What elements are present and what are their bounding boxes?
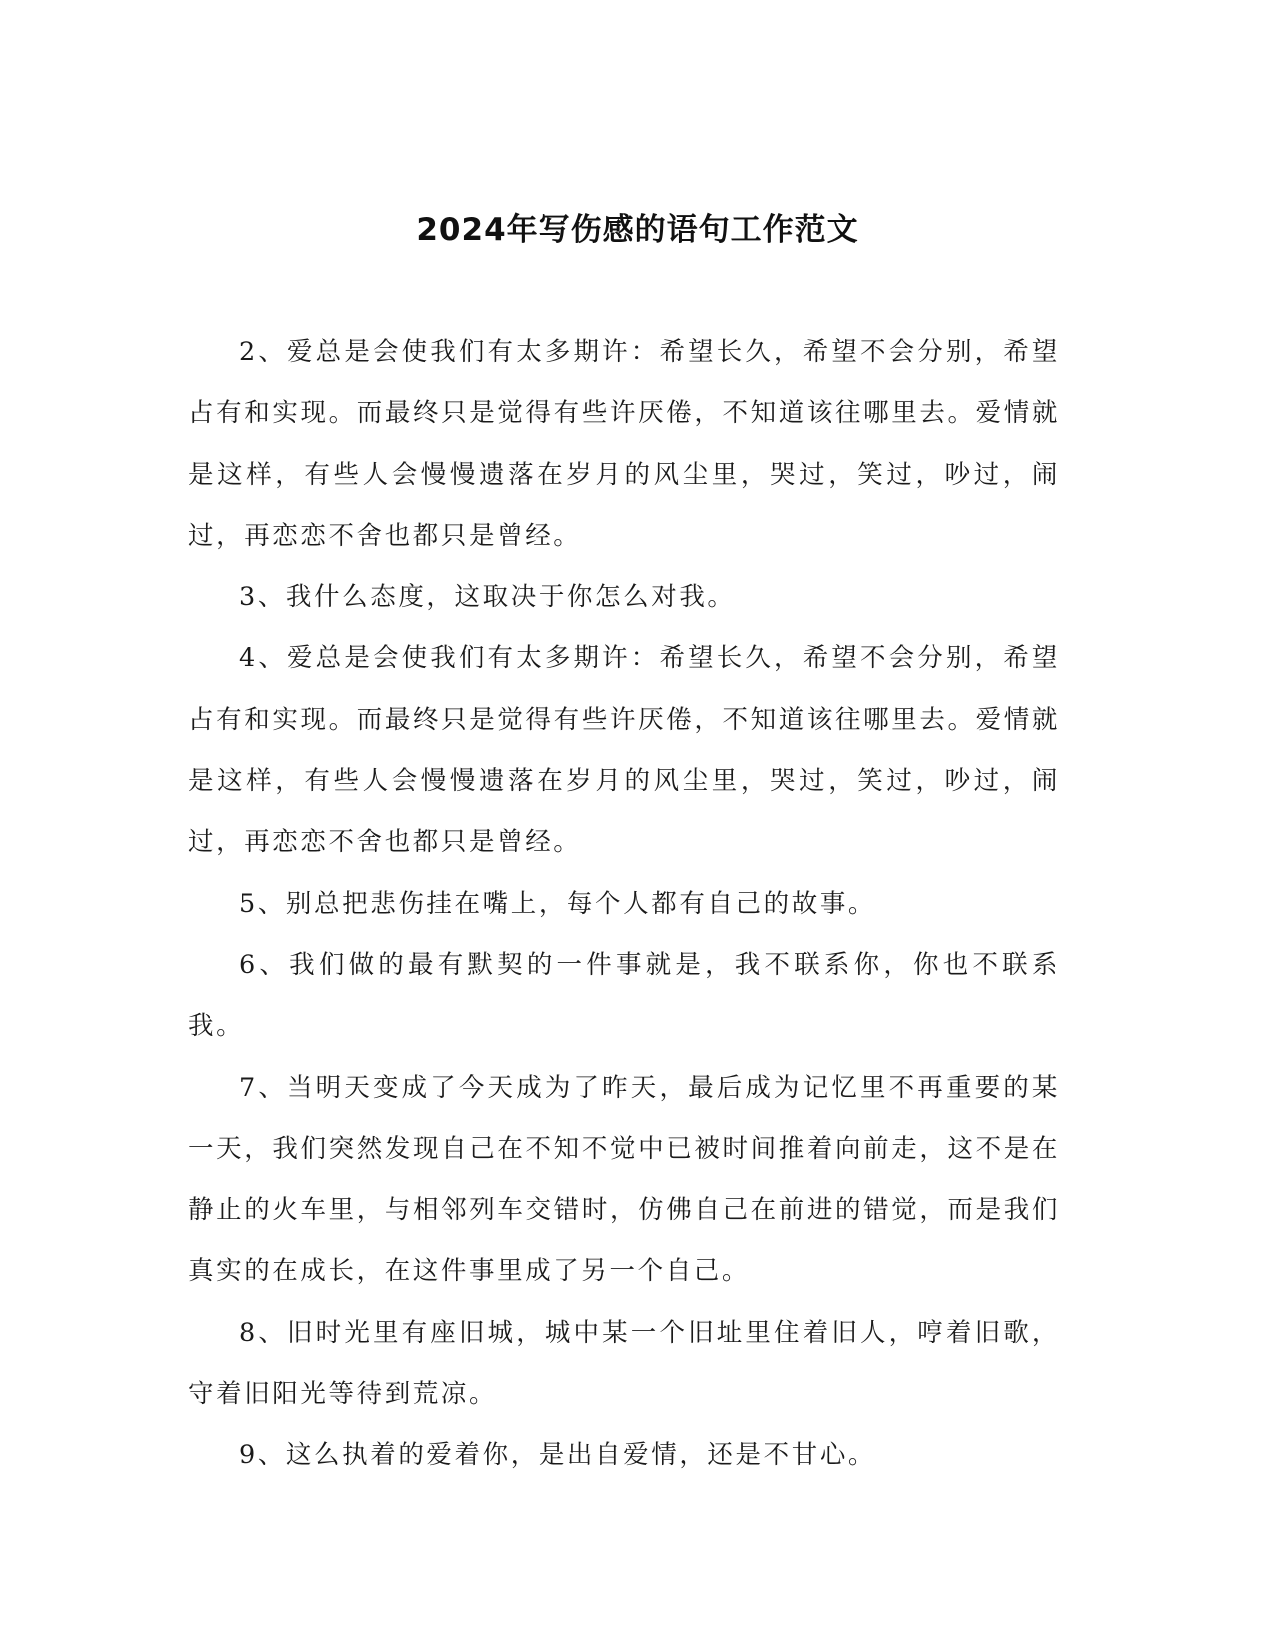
paragraph: 7、当明天变成了今天成为了昨天，最后成为记忆里不再重要的某一天，我们突然发现自己在不知不觉中已被时间推着向前走，这不是在静止的火车里，与相邻列车交错时，仿佛自己在前进的错觉，而是我们真实的在成长，在这件事里成了另一个自己。	[188, 1072, 1060, 1287]
paragraph: 9、这么执着的爱着你，是出自爱情，还是不甘心。	[239, 1440, 877, 1471]
paragraph: 2、爱总是会使我们有太多期许：希望长久，希望不会分别，希望占有和实现。而最终只是觉得有些许厌倦，不知道该往哪里去。爱情就是这样，有些人会慢慢遗落在岁月的风尘里，哭过，笑过，吵过，闹过，再恋恋不舍也都只是曾经。	[188, 337, 1060, 551]
paragraph: 4、爱总是会使我们有太多期许：希望长久，希望不会分别，希望占有和实现。而最终只是觉得有些许厌倦，不知道该往哪里去。爱情就是这样，有些人会慢慢遗落在岁月的风尘里，哭过，笑过，吵过，闹过，再恋恋不舍也都只是曾经。	[188, 643, 1060, 858]
paragraph: 3、我什么态度，这取决于你怎么对我。	[239, 582, 736, 613]
paragraph: 6、我们做的最有默契的一件事就是，我不联系你，你也不联系我。	[188, 949, 1060, 1042]
document-title: 2024年写伤感的语句工作范文	[416, 212, 859, 248]
paragraph: 8、旧时光里有座旧城，城中某一个旧址里住着旧人，哼着旧歌，守着旧阳光等待到荒凉。	[188, 1317, 1060, 1410]
paragraph: 5、别总把悲伤挂在嘴上，每个人都有自己的故事。	[239, 888, 877, 919]
document-body	[188, 322, 1060, 1487]
